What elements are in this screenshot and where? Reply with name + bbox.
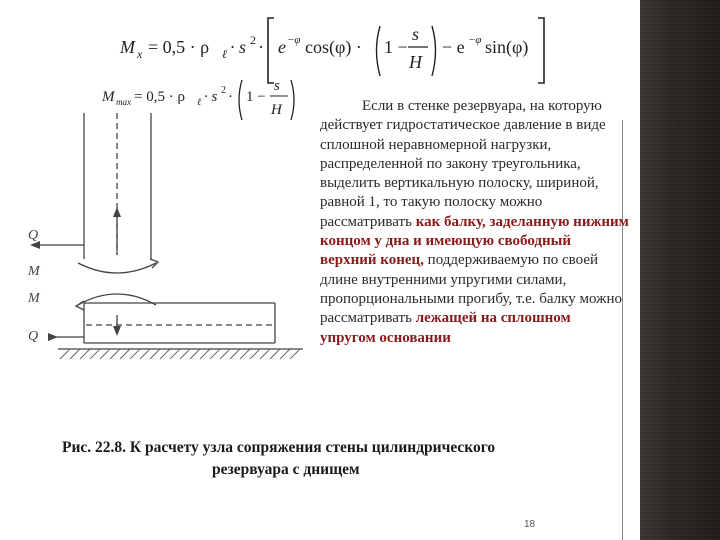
wall-arrow-head (113, 207, 121, 217)
f2-one-minus: 1 − (246, 89, 266, 105)
label-m-top: M (28, 264, 40, 279)
tank-joint-figure (18, 105, 318, 375)
highlight-cantilever: как балку, заделанную нижним концом у дна и имеющую свободный верхний конец, (320, 213, 629, 269)
body-paragraph (320, 97, 630, 348)
f1-paren-left (377, 26, 381, 76)
f1-bracket-right (538, 18, 544, 83)
f2-dot: · (228, 89, 233, 105)
caption-line-1: Рис. 22.8. К расчету узла сопряжения стены цилиндрического (62, 439, 496, 456)
f1-equals: = 0,5 · ρ (148, 37, 210, 57)
m-top-arc (78, 263, 156, 273)
label-q-top: Q (28, 228, 39, 243)
f1-s: · s (230, 37, 247, 57)
page-number: 18 (524, 519, 536, 530)
label-m-bottom: M (28, 291, 40, 306)
text-part-2: поддерживаемую по своей длине внутренними упругими силами, пропорциональными прогибу, т.е. балку можно рассматривать (320, 252, 622, 327)
q-bottom-arrowhead (48, 333, 58, 341)
f1-lhs: M (120, 37, 135, 57)
formula-mx (119, 18, 544, 83)
f2-equals: = 0,5 · ρ (134, 89, 185, 105)
f2-exp2: 2 (221, 85, 226, 96)
slab-arrow-head (113, 326, 121, 336)
f1-e1: e (278, 37, 286, 57)
m-bottom-arc-head (76, 301, 84, 310)
label-q-bottom: Q (28, 329, 39, 344)
f1-frac-num: s (412, 24, 420, 44)
decorative-side-band (640, 0, 720, 540)
f1-minus-e: − e (442, 37, 465, 57)
figure-caption (62, 437, 602, 481)
f2-lhs: M (102, 89, 115, 105)
f2-frac-den: H (271, 102, 282, 118)
f1-rho-sub: ℓ (222, 47, 227, 61)
paragraph (320, 97, 630, 348)
f2-lhs-sub: max (116, 97, 131, 107)
f1-lhs-sub: x (137, 47, 143, 61)
f2-frac-num: s (274, 78, 280, 94)
f1-sin: sin(φ) (485, 37, 529, 57)
f1-paren-right (432, 26, 436, 76)
f1-e1-exp: −φ (287, 34, 301, 46)
caption-line-2: резервуара с днищем (212, 461, 360, 478)
f1-one-minus: 1 − (384, 37, 408, 57)
f1-frac-den: H (409, 52, 422, 72)
ground-hatch (60, 349, 300, 359)
text-part-1: Если в стенке резервуара, на которую действует гидростатическое давление в виде сплошной неравномерной нагрузки, распределенной по закону треугольника, выделить вертикальную полоску, шириной, равной 1, то такую полоску можно рассматривать (320, 98, 606, 230)
f2-s: · s (204, 89, 218, 105)
f1-cos: cos(φ) · (305, 37, 362, 57)
figure-svg (18, 105, 318, 375)
f1-dot: · (258, 37, 264, 57)
highlight-elastic-base: лежащей на сплошном упругом основании (320, 310, 571, 346)
f1-exp2: 2 (250, 33, 256, 47)
f1-bracket-left (268, 18, 274, 83)
f2-rho-sub: ℓ (197, 97, 202, 108)
f1-e2-exp: −φ (468, 34, 482, 46)
